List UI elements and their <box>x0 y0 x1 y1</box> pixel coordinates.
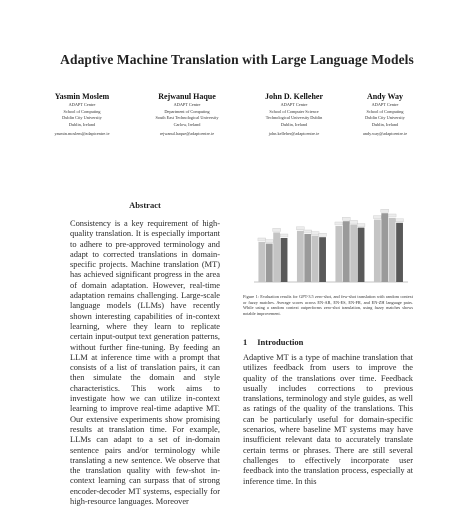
author-affiliation: ADAPT Centre <box>68 102 96 107</box>
section-number: 1 <box>243 337 248 347</box>
chart-bar <box>258 242 265 282</box>
chart-bar <box>396 223 403 282</box>
author-affiliation: Dublin, Ireland <box>68 121 96 127</box>
author-email[interactable]: rejwanul.haque@adaptcentre.ie <box>159 130 215 136</box>
data-label-box <box>311 232 319 235</box>
author-affiliation: Dublin City University <box>62 115 102 121</box>
introduction-text: Adaptive MT is a type of machine translation that utilizes feedback from users to improve the quality of the translations over time. Feedback usually includes corrections to previous translations, terminology and style guides, as well as ratings of the quality of the translations. This can be particularly useful for domain-specific scenarios, where baseline MT systems may have insufficient relevant data to accurately translate certain terms or phrases. There are still several challenges to effectively incorporate user feedback into the translation process, especially at inference time. In this <box>243 353 413 486</box>
author-name: Andy Way <box>366 92 404 101</box>
chart-bar <box>343 221 350 282</box>
author-affiliation: Department of Computing <box>164 108 210 114</box>
data-label-box <box>273 228 281 231</box>
author-affiliation: Technological University Dublin <box>265 115 323 121</box>
author-email[interactable]: yasmin.moslem@adaptcentre.ie <box>54 130 110 136</box>
author-affiliation: Dublin City University <box>365 115 405 121</box>
data-label-box <box>280 234 288 237</box>
author-name: Rejwanul Haque <box>158 92 216 101</box>
chart-bar <box>273 232 280 282</box>
author-block <box>330 91 440 137</box>
chart-bar <box>350 224 357 282</box>
paper-title: Adaptive Machine Translation with Large Language Models <box>60 52 414 67</box>
author-name: John D. Kelleher <box>265 92 323 101</box>
chart-bar <box>266 244 273 282</box>
author-affiliation: School of Computer Science <box>269 108 319 114</box>
chart-bar <box>358 228 365 282</box>
author-name: Yasmin Moslem <box>54 92 110 101</box>
author-affiliation: ADAPT Centre <box>371 102 399 107</box>
section-heading <box>243 337 413 347</box>
chart-bar <box>335 226 342 282</box>
author-affiliation: School of Computing <box>63 108 101 114</box>
abstract-heading: Abstract <box>129 200 161 210</box>
data-label-box <box>319 233 327 236</box>
author-email[interactable]: andy.way@adaptcentre.ie <box>362 130 408 136</box>
chart-bar <box>304 234 311 282</box>
section-title: Introduction <box>257 337 304 347</box>
chart-bar <box>374 220 381 282</box>
data-label-box <box>373 216 381 219</box>
data-label-box <box>342 217 350 220</box>
author-affiliation: ADAPT Centre <box>280 102 308 107</box>
data-label-box <box>296 227 304 230</box>
author-affiliation: Dublin, Ireland <box>371 121 399 127</box>
data-label-box <box>388 214 396 217</box>
data-label-box <box>304 230 312 233</box>
data-label-box <box>258 238 266 241</box>
data-label-box <box>265 240 273 243</box>
author-affiliation: Carlow, Ireland <box>173 121 201 127</box>
author-block <box>132 91 242 137</box>
chart-bar <box>319 237 326 282</box>
abstract-text: Consistency is a key requirement of high-quality translation. It is especially important to adhere to pre-approved terminology and adapt to corrected translations in domain-specific projects. Machine translation (MT) has achieved significant progress in the area of domain adaptation. However, real-time adaptation remains challenging. Large-scale language models (LLMs) have recently shown interesting capabilities of in-context learning, where they learn to replicate certain input-output text generation patterns, without further fine-tuning. By feeding an LLM at inference time with a prompt that consists of a list of translation pairs, it can then simulate the domain and style characteristics. This work aims to investigate how we can utilize in-context learning to improve real-time adaptive MT. Our extensive experiments show promising results at translation time. For example, LLMs can adapt to a set of in-domain sentence pairs and/or terminology while translating a new sentence. We observe that the translation quality with few-shot in-context learning can surpass that of strong encoder-decoder MT systems, especially for high-resource languages. Moreover <box>70 219 220 507</box>
chart-bar <box>389 218 396 282</box>
author-block <box>27 91 137 137</box>
author-affiliation: ADAPT Centre <box>173 102 201 107</box>
figure-caption: Figure 1: Evaluation results for GPT-3.5 zero-shot, and few-shot translation with random context or fuzzy matches. Average scores across EN-AR, EN-ES, EN-FR, and EN-ZH language pairs. While using a random context outperforms zero-shot translation, using fuzzy matches shows notable improvement. <box>243 294 413 316</box>
figure-1-bar-chart <box>242 196 412 286</box>
author-email[interactable]: john.kelleher@adaptcentre.ie <box>268 130 320 136</box>
data-label-box <box>335 222 343 225</box>
data-label-box <box>396 219 404 222</box>
chart-bar <box>381 213 388 282</box>
chart-bar <box>312 236 319 282</box>
chart-bar <box>281 238 288 282</box>
author-affiliation: Dublin, Ireland <box>280 121 308 127</box>
author-affiliation: School of Computing <box>366 108 404 114</box>
data-label-box <box>350 220 358 223</box>
chart-bar <box>297 231 304 282</box>
data-label-box <box>381 209 389 212</box>
data-label-box <box>357 224 365 227</box>
author-affiliation: South East Technological University <box>155 115 219 121</box>
